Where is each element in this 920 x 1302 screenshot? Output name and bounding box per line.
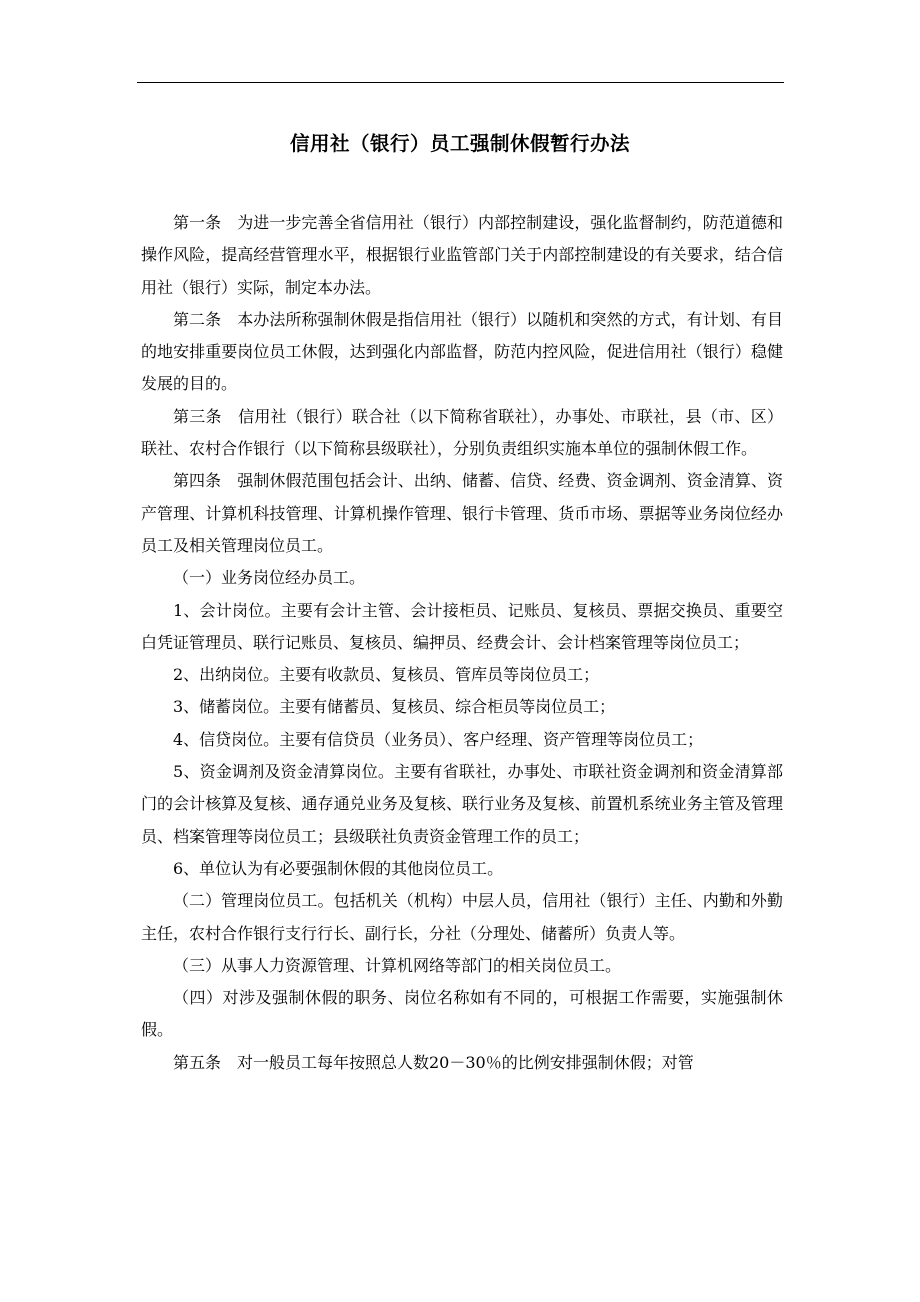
article-5: 第五条 对一般员工每年按照总人数20－30％的比例安排强制休假；对管 — [173, 1052, 694, 1072]
section-management-staff: （二）管理岗位员工。包括机关（机构）中层人员，信用社（银行）主任、内勤和外勤主任，农村合作银行支行行长、副行长，分社（分理处、储蓄所）负责人等。 — [141, 891, 783, 943]
item-other: 6、单位认为有必要强制休假的其他岗位员工。 — [173, 858, 504, 878]
item-accounting: 1、会计岗位。主要有会计主管、会计接柜员、记账员、复核员、票据交换员、重要空白凭证管理员、联行记账员、复核员、编押员、经费会计、会计档案管理等岗位员工； — [141, 600, 783, 652]
document-title: 信用社（银行）员工强制休假暂行办法 — [289, 132, 630, 155]
item-cashier: 2、出纳岗位。主要有收款员、复核员、管库员等岗位员工； — [173, 665, 600, 685]
item-credit: 4、信贷岗位。主要有信贷员（业务员）、客户经理、资产管理等岗位员工； — [173, 729, 704, 749]
item-savings: 3、储蓄岗位。主要有储蓄员、复核员、综合柜员等岗位员工； — [173, 697, 616, 717]
item-funds: 5、资金调剂及资金清算岗位。主要有省联社，办事处、市联社资金调剂和资金清算部门的会计核算及复核、通存通兑业务及复核、联行业务及复核、前置机系统业务主管及管理员、档案管理等岗位员工；县级联社负责资金管理工作的员工； — [141, 762, 783, 846]
section-hr-it-staff: （三）从事人力资源管理、计算机网络等部门的相关岗位员工。 — [173, 955, 622, 975]
section-other-titles: （四）对涉及强制休假的职务、岗位名称如有不同的，可根据工作需要，实施强制休假。 — [141, 988, 783, 1040]
article-1: 第一条 为进一步完善全省信用社（银行）内部控制建设，强化监督制约，防范道德和操作风险，提高经营管理水平，根据银行业监管部门关于内部控制建设的有关要求，结合信用社（银行）实际，制定本办法。 — [141, 213, 783, 297]
article-3: 第三条 信用社（银行）联合社（以下简称省联社），办事处、市联社，县（市、区）联社、农村合作银行（以下简称县级联社），分别负责组织实施本单位的强制休假工作。 — [141, 406, 783, 459]
document-body — [141, 207, 783, 1079]
header-rule — [137, 82, 784, 83]
article-4: 第四条 强制休假范围包括会计、出纳、储蓄、信贷、经费、资金调剂、资金清算、资产管理、计算机科技管理、计算机操作管理、银行卡管理、货币市场、票据等业务岗位经办员工及相关管理岗位员工。 — [141, 471, 783, 555]
section-business-staff: （一）业务岗位经办员工。 — [173, 568, 366, 588]
article-2: 第二条 本办法所称强制休假是指信用社（银行）以随机和突然的方式，有计划、有目的地安排重要岗位员工休假，达到强化内部监督，防范内控风险，促进信用社（银行）稳健发展的目的。 — [141, 309, 783, 394]
